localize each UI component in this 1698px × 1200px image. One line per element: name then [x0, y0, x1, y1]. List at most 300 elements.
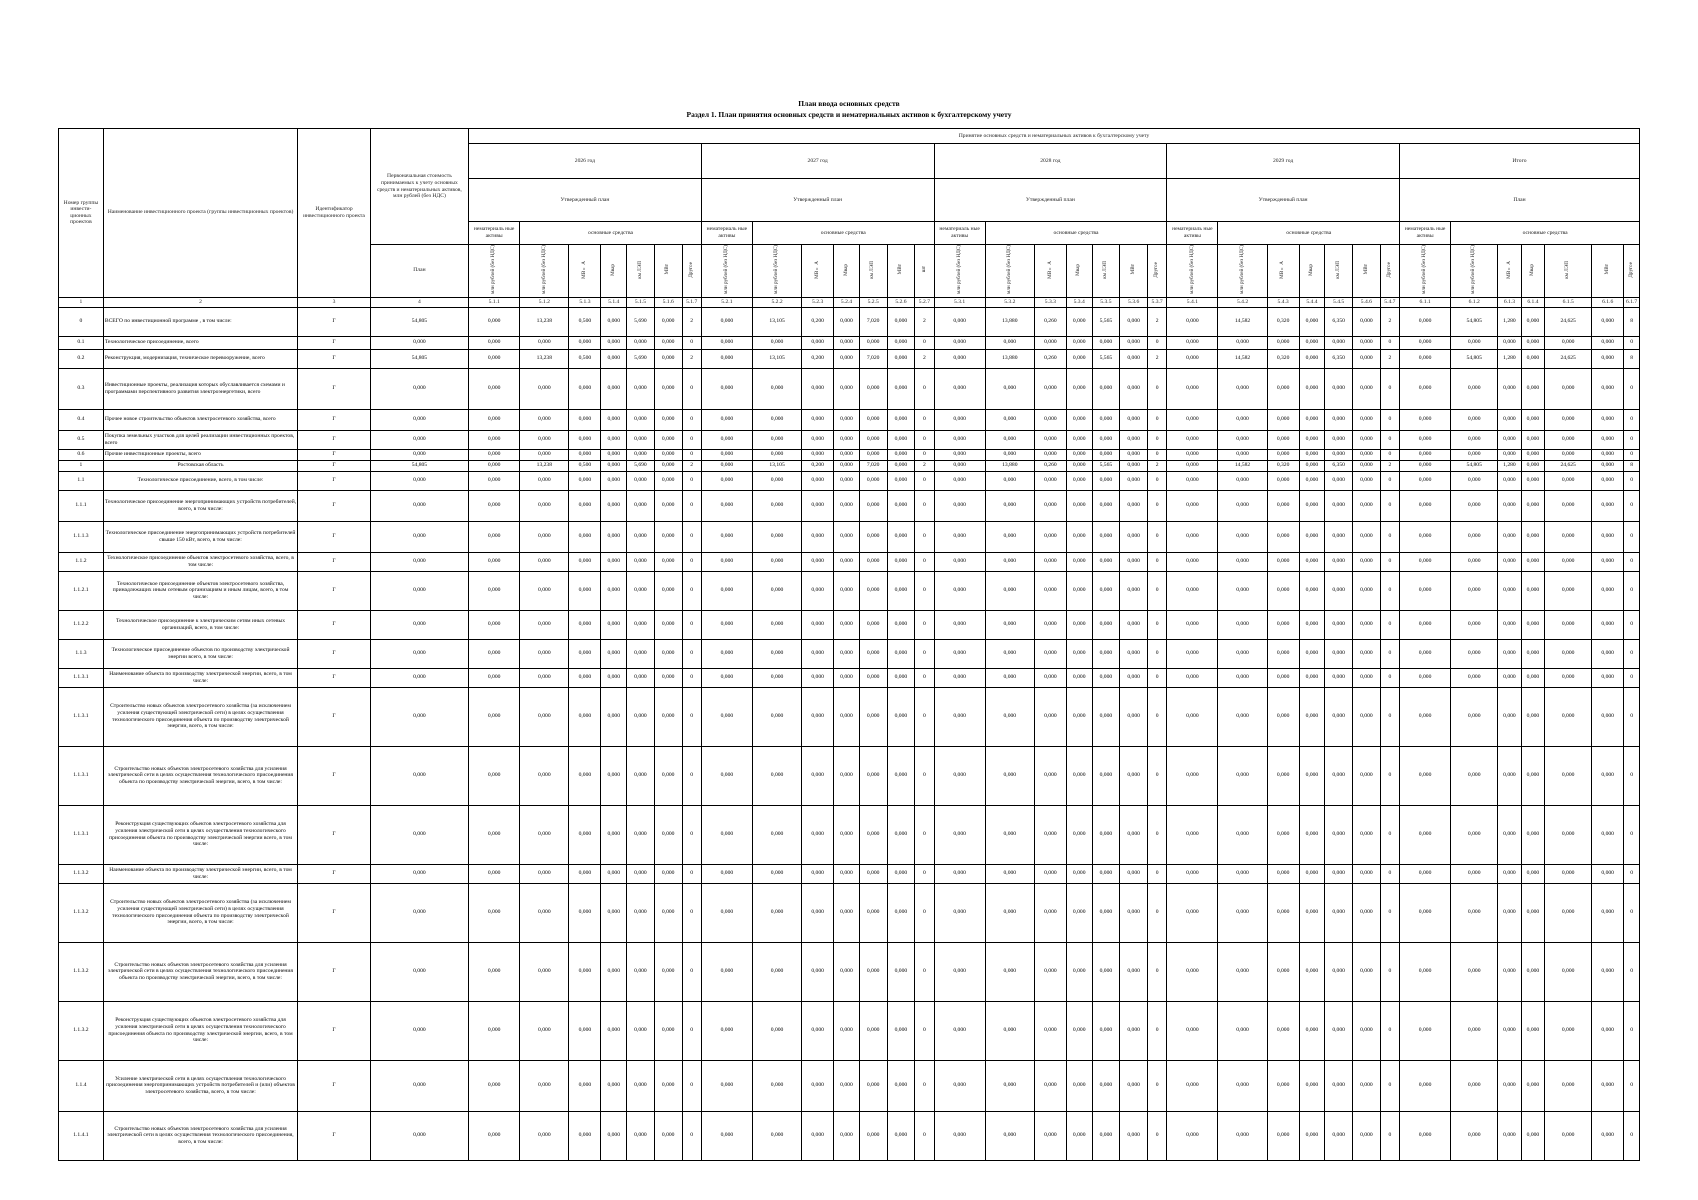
header-unit — [1267, 245, 1299, 298]
row-value: 0,000 — [627, 490, 655, 521]
row-value: 0,000 — [753, 490, 802, 521]
document-title — [0, 98, 1698, 120]
row-value: 0,000 — [934, 521, 985, 552]
row-value: 0,000 — [1299, 336, 1325, 349]
row-value: 0,000 — [469, 349, 520, 368]
row-value: 0,000 — [469, 430, 520, 449]
row-value: 0 — [682, 409, 701, 430]
header-unit — [915, 245, 934, 298]
header-unit — [1167, 245, 1218, 298]
row-value: 0,000 — [469, 668, 520, 687]
row-value: 0 — [1380, 571, 1399, 610]
row-value: 0,000 — [1092, 942, 1120, 1001]
row-value: 13,238 — [520, 307, 569, 336]
row-identifier: Г — [298, 409, 371, 430]
row-value: 0,000 — [934, 449, 985, 460]
row-value: 0,000 — [654, 883, 682, 942]
column-number: 5.1.2 — [520, 297, 569, 307]
row-value: 0,000 — [1353, 368, 1381, 409]
row-name: Технологическое присоединение, всего, в том числе: — [103, 471, 297, 490]
table-row — [59, 610, 1640, 639]
row-value: 0,000 — [834, 687, 860, 746]
row-value: 0,000 — [1034, 521, 1066, 552]
row-value: 54,805 — [370, 460, 468, 471]
row-value: 0,000 — [1325, 746, 1353, 805]
header-unit — [934, 245, 985, 298]
row-value: 0,000 — [1092, 1001, 1120, 1060]
row-value: 0 — [915, 805, 934, 864]
row-value: 0 — [682, 430, 701, 449]
row-value: 0 — [682, 552, 701, 571]
row-value: 0,000 — [1545, 687, 1592, 746]
row-value: 0,000 — [1545, 368, 1592, 409]
row-value: 0,000 — [934, 336, 985, 349]
row-value: 0 — [1624, 639, 1640, 668]
row-value: 0 — [915, 639, 934, 668]
row-identifier: Г — [298, 864, 371, 883]
header-unit — [1325, 245, 1353, 298]
row-value: 0 — [1148, 449, 1167, 460]
row-value: 0,000 — [1353, 687, 1381, 746]
row-value: 0,000 — [934, 942, 985, 1001]
row-value: 0 — [915, 449, 934, 460]
row-identifier: Г — [298, 1001, 371, 1060]
row-value: 0,000 — [887, 430, 915, 449]
row-value: 0,000 — [1092, 883, 1120, 942]
row-value: 0,000 — [520, 336, 569, 349]
row-name: Наименование объекта по производству электрической энергии, всего, в том числе: — [103, 864, 297, 883]
row-value: 0 — [1380, 746, 1399, 805]
row-value: 2 — [682, 460, 701, 471]
row-value: 0 — [1148, 471, 1167, 490]
row-value: 0 — [915, 942, 934, 1001]
row-value: 0,000 — [469, 639, 520, 668]
row-value: 0,000 — [1498, 639, 1521, 668]
row-value: 0,000 — [1034, 552, 1066, 571]
row-value: 0,000 — [1066, 460, 1092, 471]
row-value: 13,880 — [985, 349, 1034, 368]
row-value: 0,000 — [1120, 460, 1148, 471]
header-unit — [1092, 245, 1120, 298]
row-value: 0,000 — [701, 430, 752, 449]
header-intangible: нематериаль ные активы — [469, 222, 520, 245]
row-value: 0,000 — [1120, 490, 1148, 521]
row-value: 0,000 — [1325, 883, 1353, 942]
row-value: 0 — [1148, 805, 1167, 864]
row-value: 0,000 — [520, 471, 569, 490]
row-value: 0,000 — [1066, 471, 1092, 490]
row-identifier: Г — [298, 521, 371, 552]
row-value: 0,000 — [1299, 687, 1325, 746]
row-number: 1.1.3 — [59, 639, 104, 668]
row-value: 0,000 — [701, 336, 752, 349]
row-value: 0,000 — [753, 571, 802, 610]
row-value: 0,000 — [985, 552, 1034, 571]
row-value: 0,000 — [469, 571, 520, 610]
row-value: 0,000 — [1592, 864, 1624, 883]
row-value: 0,000 — [887, 864, 915, 883]
row-value: 0,000 — [985, 883, 1034, 942]
row-value: 0,000 — [887, 471, 915, 490]
row-value: 0,000 — [1545, 610, 1592, 639]
column-number: 5.2.1 — [701, 297, 752, 307]
row-value: 0,000 — [1167, 805, 1218, 864]
row-value: 0,000 — [1498, 1111, 1521, 1160]
row-value: 0,000 — [520, 368, 569, 409]
row-value: 0 — [1624, 746, 1640, 805]
row-number: 1.1.3.1 — [59, 687, 104, 746]
row-number: 1.1.4 — [59, 1060, 104, 1111]
row-value: 0 — [682, 449, 701, 460]
row-value: 0,000 — [1120, 1111, 1148, 1160]
row-value: 0,000 — [834, 805, 860, 864]
row-value: 0 — [1148, 668, 1167, 687]
row-value: 0,000 — [370, 449, 468, 460]
row-value: 0,000 — [1353, 409, 1381, 430]
row-value: 0,000 — [985, 430, 1034, 449]
row-value: 0,000 — [1399, 490, 1450, 521]
header-unit-label: км ЛЭП — [1102, 260, 1109, 279]
row-value: 0 — [915, 521, 934, 552]
row-value: 0,000 — [1592, 1060, 1624, 1111]
row-value: 0,000 — [802, 521, 834, 552]
column-number: 5.3.6 — [1120, 297, 1148, 307]
row-value: 0,000 — [1592, 460, 1624, 471]
row-value: 0,000 — [1120, 687, 1148, 746]
row-value: 0 — [1380, 883, 1399, 942]
row-value: 0,000 — [1120, 864, 1148, 883]
row-value: 8 — [1624, 460, 1640, 471]
row-value: 0,000 — [1167, 521, 1218, 552]
row-value: 0,000 — [1325, 409, 1353, 430]
row-value: 0,000 — [834, 942, 860, 1001]
row-value: 5,565 — [1092, 307, 1120, 336]
header-unit-label: Мвар — [609, 263, 616, 276]
row-value: 0 — [682, 571, 701, 610]
table-row — [59, 805, 1640, 864]
column-number: 5.4.2 — [1218, 297, 1267, 307]
row-value: 13,105 — [753, 307, 802, 336]
row-value: 0,000 — [520, 1111, 569, 1160]
row-value: 0,000 — [1353, 746, 1381, 805]
row-value: 0,000 — [1034, 336, 1066, 349]
row-value: 0,000 — [1167, 687, 1218, 746]
row-value: 0,000 — [1066, 883, 1092, 942]
row-value: 0,000 — [1120, 571, 1148, 610]
row-value: 0,000 — [1299, 805, 1325, 864]
row-value: 0,000 — [887, 571, 915, 610]
row-value: 2 — [915, 460, 934, 471]
row-value: 0,000 — [1218, 746, 1267, 805]
row-value: 7,020 — [859, 349, 887, 368]
row-value: 0,000 — [1498, 687, 1521, 746]
row-value: 0 — [915, 610, 934, 639]
row-value: 2 — [1380, 307, 1399, 336]
row-value: 8 — [1624, 349, 1640, 368]
row-name: Технологическое присоединение к электрическим сетям иных сетевых организаций, всего, в том числе: — [103, 610, 297, 639]
column-number: 5.2.5 — [859, 297, 887, 307]
row-value: 0 — [1148, 1060, 1167, 1111]
row-value: 0,000 — [1034, 1111, 1066, 1160]
row-value: 0,000 — [753, 471, 802, 490]
row-value: 0,000 — [887, 460, 915, 471]
row-value: 0 — [1148, 942, 1167, 1001]
row-value: 0,000 — [1545, 668, 1592, 687]
row-value: 0,000 — [753, 409, 802, 430]
row-value: 0,000 — [627, 687, 655, 746]
row-value: 0,000 — [654, 471, 682, 490]
row-value: 0 — [1380, 552, 1399, 571]
row-value: 0,000 — [1167, 471, 1218, 490]
row-value: 0,000 — [370, 430, 468, 449]
row-value: 0,000 — [654, 746, 682, 805]
row-value: 0,000 — [1592, 349, 1624, 368]
row-value: 0,000 — [1451, 368, 1498, 409]
row-value: 0,000 — [1267, 490, 1299, 521]
row-value: 0 — [682, 1111, 701, 1160]
row-value: 0 — [1380, 336, 1399, 349]
row-value: 0,000 — [1218, 336, 1267, 349]
row-number: 1.1.2.2 — [59, 610, 104, 639]
table-row — [59, 1111, 1640, 1160]
title-line-2: Раздел 1. План принятия основных средств и нематериальных активов к бухгалтерскому учету — [686, 110, 1012, 119]
row-value: 0,000 — [834, 460, 860, 471]
row-value: 0 — [1380, 610, 1399, 639]
row-value: 0,000 — [654, 610, 682, 639]
row-value: 0,000 — [1498, 571, 1521, 610]
row-value: 0,000 — [627, 571, 655, 610]
row-value: 0,000 — [1545, 639, 1592, 668]
row-identifier: Г — [298, 336, 371, 349]
header-intangible: нематериаль ные активы — [701, 222, 752, 245]
row-value: 0,000 — [1034, 805, 1066, 864]
row-value: 0,000 — [654, 336, 682, 349]
row-value: 0 — [915, 552, 934, 571]
header-fixed-assets: основные средства — [753, 222, 934, 245]
row-value: 0,000 — [1592, 883, 1624, 942]
row-value: 0,000 — [1120, 639, 1148, 668]
row-value: 0,000 — [654, 552, 682, 571]
row-number: 0.6 — [59, 449, 104, 460]
row-value: 0,000 — [1353, 349, 1381, 368]
row-value: 0,000 — [469, 805, 520, 864]
row-value: 0,000 — [1066, 521, 1092, 552]
row-value: 0 — [1380, 639, 1399, 668]
row-value: 0,000 — [887, 552, 915, 571]
row-value: 0,000 — [1521, 471, 1544, 490]
row-value: 0,000 — [1167, 409, 1218, 430]
row-value: 0,000 — [1066, 409, 1092, 430]
row-value: 0,000 — [1299, 668, 1325, 687]
row-value: 0,000 — [1267, 1111, 1299, 1160]
row-value: 0,000 — [1592, 1001, 1624, 1060]
row-value: 0,000 — [753, 942, 802, 1001]
row-value: 0,000 — [469, 746, 520, 805]
row-value: 0,000 — [627, 746, 655, 805]
row-value: 0 — [1148, 521, 1167, 552]
row-value: 0,000 — [1066, 349, 1092, 368]
row-value: 0,000 — [469, 307, 520, 336]
row-value: 0,000 — [601, 521, 627, 552]
row-value: 0,000 — [1120, 430, 1148, 449]
row-value: 0,000 — [1267, 471, 1299, 490]
row-value: 0,000 — [1167, 449, 1218, 460]
row-value: 0 — [682, 805, 701, 864]
row-value: 2 — [1380, 349, 1399, 368]
row-value: 0,000 — [934, 883, 985, 942]
row-value: 0,000 — [569, 571, 601, 610]
row-value: 0,000 — [654, 864, 682, 883]
row-value: 0,000 — [1592, 942, 1624, 1001]
row-value: 0,000 — [654, 639, 682, 668]
row-name: Прочие инвестиционные проекты, всего — [103, 449, 297, 460]
header-unit-label: млн рублей (без НДС) — [540, 245, 547, 294]
row-value: 0,000 — [753, 864, 802, 883]
row-value: 0,000 — [1498, 490, 1521, 521]
column-number: 5.4.6 — [1353, 297, 1381, 307]
row-value: 0,000 — [520, 490, 569, 521]
row-name: Реконструкция, модернизация, техническое перевооружение, всего — [103, 349, 297, 368]
row-value: 0,000 — [1592, 409, 1624, 430]
row-value: 0,000 — [701, 1111, 752, 1160]
row-value: 0,000 — [934, 668, 985, 687]
row-value: 0,000 — [1521, 460, 1544, 471]
row-value: 0,000 — [370, 1111, 468, 1160]
row-value: 0,000 — [1592, 449, 1624, 460]
table-row — [59, 490, 1640, 521]
row-value: 0,000 — [1299, 449, 1325, 460]
row-value: 0,000 — [1451, 449, 1498, 460]
row-value: 0,000 — [985, 864, 1034, 883]
table-row — [59, 864, 1640, 883]
row-value: 0,000 — [601, 639, 627, 668]
row-value: 0,000 — [1066, 336, 1092, 349]
row-value: 0,000 — [701, 864, 752, 883]
row-value: 0,000 — [654, 368, 682, 409]
row-value: 0,000 — [1267, 883, 1299, 942]
table-row — [59, 883, 1640, 942]
column-number: 5.1.6 — [654, 297, 682, 307]
row-value: 0,000 — [934, 746, 985, 805]
row-identifier: Г — [298, 368, 371, 409]
row-value: 0,000 — [859, 490, 887, 521]
row-value: 0,000 — [1451, 409, 1498, 430]
row-value: 0,000 — [1066, 1060, 1092, 1111]
row-value: 0,000 — [1167, 430, 1218, 449]
row-value: 0,000 — [1592, 552, 1624, 571]
row-value: 0,000 — [370, 336, 468, 349]
header-unit-label: Мвар — [1529, 263, 1536, 276]
row-value: 0,000 — [1399, 864, 1450, 883]
row-value: 0,000 — [1521, 1001, 1544, 1060]
row-value: 0,000 — [802, 552, 834, 571]
row-value: 13,880 — [985, 460, 1034, 471]
row-value: 0,000 — [1120, 349, 1148, 368]
header-unit — [601, 245, 627, 298]
row-value: 0,000 — [1120, 307, 1148, 336]
row-value: 0,000 — [1498, 610, 1521, 639]
row-value: 0,000 — [701, 805, 752, 864]
row-number: 1.1.1.3 — [59, 521, 104, 552]
row-value: 0 — [1380, 471, 1399, 490]
row-value: 0 — [1148, 552, 1167, 571]
row-value: 0,000 — [934, 1060, 985, 1111]
row-value: 0,000 — [934, 639, 985, 668]
row-value: 0 — [915, 571, 934, 610]
row-value: 0,000 — [601, 460, 627, 471]
row-value: 0,000 — [1066, 687, 1092, 746]
header-unit-label: млн рублей (без НДС) — [955, 245, 962, 294]
row-value: 0 — [915, 687, 934, 746]
column-number: 5.3.3 — [1034, 297, 1066, 307]
row-value: 0,000 — [1299, 552, 1325, 571]
row-value: 0,000 — [370, 610, 468, 639]
row-value: 0,000 — [1521, 1060, 1544, 1111]
row-value: 0,000 — [1399, 746, 1450, 805]
row-number: 1.1.3.2 — [59, 864, 104, 883]
row-value: 0,000 — [654, 942, 682, 1001]
row-value: 0,000 — [370, 571, 468, 610]
row-value: 0,000 — [1353, 307, 1381, 336]
row-value: 0,000 — [520, 521, 569, 552]
row-value: 0,000 — [1066, 571, 1092, 610]
table-row — [59, 571, 1640, 610]
row-value: 0,000 — [701, 368, 752, 409]
row-value: 0,000 — [370, 746, 468, 805]
row-value: 0,000 — [802, 449, 834, 460]
row-value: 54,805 — [1451, 349, 1498, 368]
row-value: 0,000 — [1353, 639, 1381, 668]
header-unit-label: Другое — [1153, 261, 1160, 278]
row-value: 0,000 — [1167, 368, 1218, 409]
row-value: 0 — [1148, 409, 1167, 430]
row-value: 0,000 — [654, 571, 682, 610]
row-value: 0,000 — [1267, 449, 1299, 460]
row-value: 0,000 — [1267, 687, 1299, 746]
row-value: 0,000 — [834, 336, 860, 349]
row-value: 0,000 — [1353, 1111, 1381, 1160]
header-year: Итого — [1399, 144, 1639, 179]
row-value: 0,000 — [1592, 639, 1624, 668]
row-value: 0,000 — [1545, 1001, 1592, 1060]
column-number: 6.1.4 — [1521, 297, 1544, 307]
header-plan-type: Утвержденный план — [469, 179, 702, 222]
row-value: 0,000 — [802, 1001, 834, 1060]
row-value: 0,000 — [834, 1060, 860, 1111]
row-value: 0,000 — [1498, 746, 1521, 805]
row-value: 0,000 — [601, 409, 627, 430]
table-row — [59, 336, 1640, 349]
row-value: 0 — [1624, 1060, 1640, 1111]
row-value: 0 — [1624, 687, 1640, 746]
row-value: 0,000 — [1451, 490, 1498, 521]
row-value: 0,000 — [859, 942, 887, 1001]
row-number: 1.1.3.1 — [59, 805, 104, 864]
row-number: 1.1.3.1 — [59, 746, 104, 805]
column-number: 5.4.7 — [1380, 297, 1399, 307]
row-value: 0,000 — [859, 430, 887, 449]
row-value: 0,000 — [985, 368, 1034, 409]
row-value: 0,000 — [887, 349, 915, 368]
column-number: 5.4.5 — [1325, 297, 1353, 307]
row-value: 0,000 — [1451, 883, 1498, 942]
row-value: 0,000 — [1353, 460, 1381, 471]
row-value: 5,690 — [627, 349, 655, 368]
header-intangible: нематериаль ные активы — [1167, 222, 1218, 245]
row-value: 0,000 — [985, 668, 1034, 687]
row-value: 0,000 — [569, 552, 601, 571]
row-value: 0,000 — [1399, 336, 1450, 349]
